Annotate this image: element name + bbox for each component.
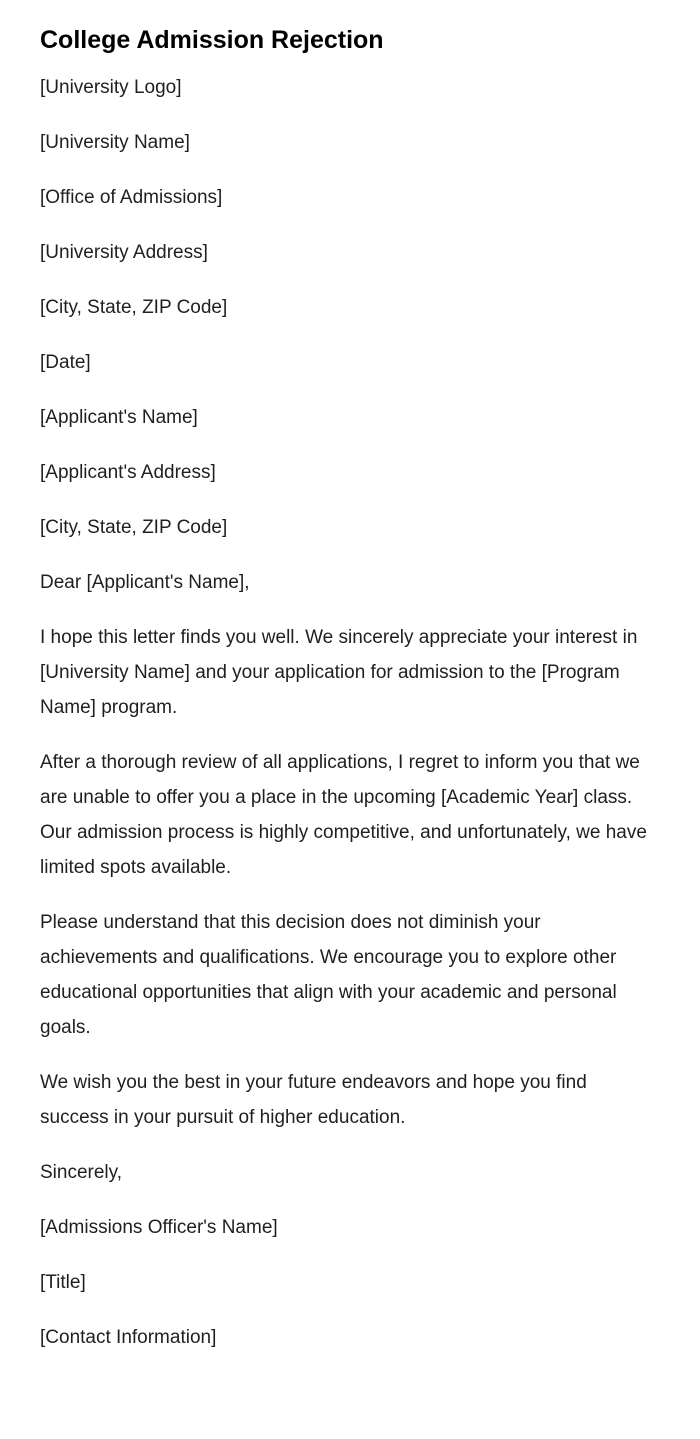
header-line-university-logo: [University Logo] [40, 77, 182, 98]
body-paragraph-4: We wish you the best in your future endeavors and hope you find success in your pursuit of higher education. [40, 1072, 587, 1128]
header-line-applicant-city-state-zip: [City, State, ZIP Code] [40, 517, 228, 538]
signature-line-contact-information: [Contact Information] [40, 1327, 217, 1348]
signature-line-officer-name: [Admissions Officer's Name] [40, 1217, 278, 1238]
body-paragraph-3: Please understand that this decision does not diminish your achievements and qualifications. We encourage you to explore other educational opportunities that align with your academic and personal goals. [40, 912, 617, 1038]
header-line-applicant-address: [Applicant's Address] [40, 462, 216, 483]
closing: Sincerely, [40, 1162, 123, 1183]
header-line-university-name: [University Name] [40, 132, 190, 153]
page-title: College Admission Rejection [40, 26, 384, 54]
header-line-university-address: [University Address] [40, 242, 208, 263]
signature-line-title: [Title] [40, 1272, 86, 1293]
header-line-date: [Date] [40, 352, 91, 373]
body-paragraph-1: I hope this letter finds you well. We sincerely appreciate your interest in [University Name] and your application for admission to the [Program Name] program. [40, 627, 638, 718]
header-line-university-city-state-zip: [City, State, ZIP Code] [40, 297, 228, 318]
body-paragraph-2: After a thorough review of all applications, I regret to inform you that we are unable to offer you a place in the upcoming [Academic Year] class. Our admission process is highly competitive, and unfortunately, we have limited spots available. [40, 752, 647, 878]
header-line-office-of-admissions: [Office of Admissions] [40, 187, 223, 208]
header-line-applicant-name: [Applicant's Name] [40, 407, 198, 428]
salutation: Dear [Applicant's Name], [40, 572, 250, 593]
